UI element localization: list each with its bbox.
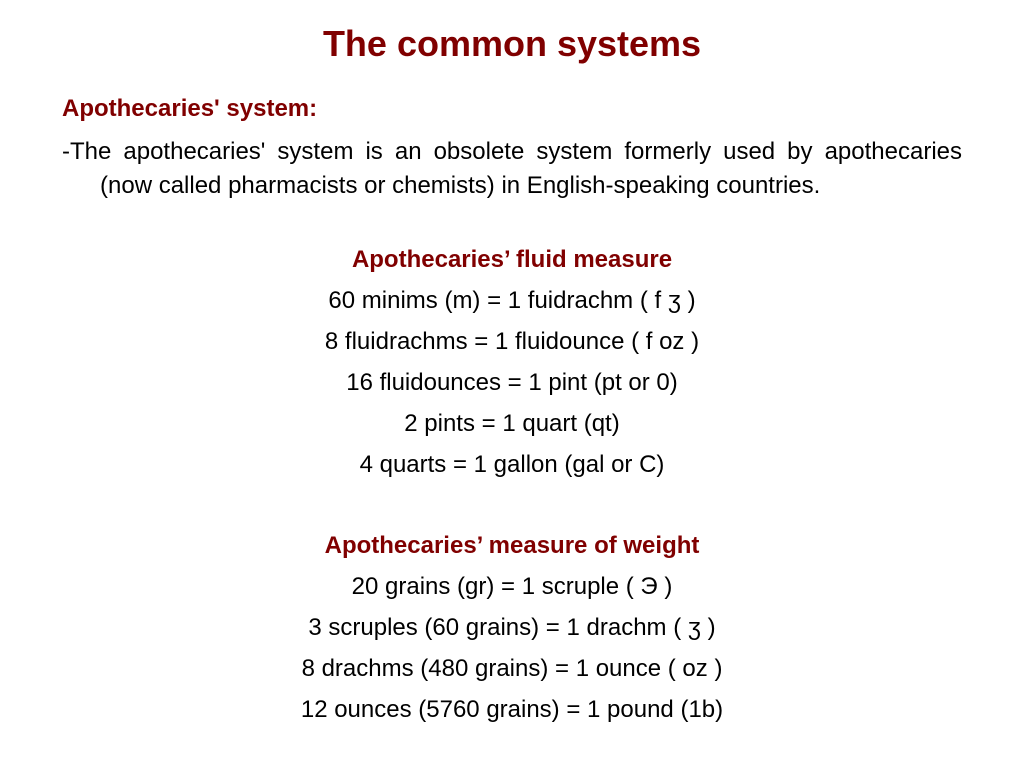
fluid-measure-block xyxy=(0,239,1024,485)
fluid-measure-line: 60 minims (m) = 1 fuidrachm ( f ʒ ) xyxy=(328,287,696,314)
fluid-measure-line: 2 pints = 1 quart (qt) xyxy=(404,410,620,437)
slide-title: The common systems xyxy=(322,23,702,64)
weight-measure-line: 8 drachms (480 grains) = 1 ounce ( oz ) xyxy=(301,655,723,682)
weight-measure-block xyxy=(0,525,1024,730)
fluid-measure-line: 8 fluidrachms = 1 fluidounce ( f oz ) xyxy=(324,328,700,355)
fluid-measure-title: Apothecaries’ fluid measure xyxy=(351,246,673,273)
weight-measure-title: Apothecaries’ measure of weight xyxy=(324,532,700,559)
section-heading: Apothecaries' system: xyxy=(62,95,318,122)
weight-measure-line: 12 ounces (5760 grains) = 1 pound (1b) xyxy=(300,696,724,723)
intro-paragraph: -The apothecaries' system is an obsolete system formerly used by apothecaries (now called pharmacists or chemists) in English-speaking countries. xyxy=(62,138,962,199)
fluid-measure-line: 16 fluidounces = 1 pint (pt or 0) xyxy=(346,369,678,396)
fluid-measure-line: 4 quarts = 1 gallon (gal or C) xyxy=(359,451,665,478)
weight-measure-line: 3 scruples (60 grains) = 1 drachm ( ʒ ) xyxy=(308,614,716,641)
weight-measure-line: 20 grains (gr) = 1 scruple ( Э ) xyxy=(351,573,673,600)
